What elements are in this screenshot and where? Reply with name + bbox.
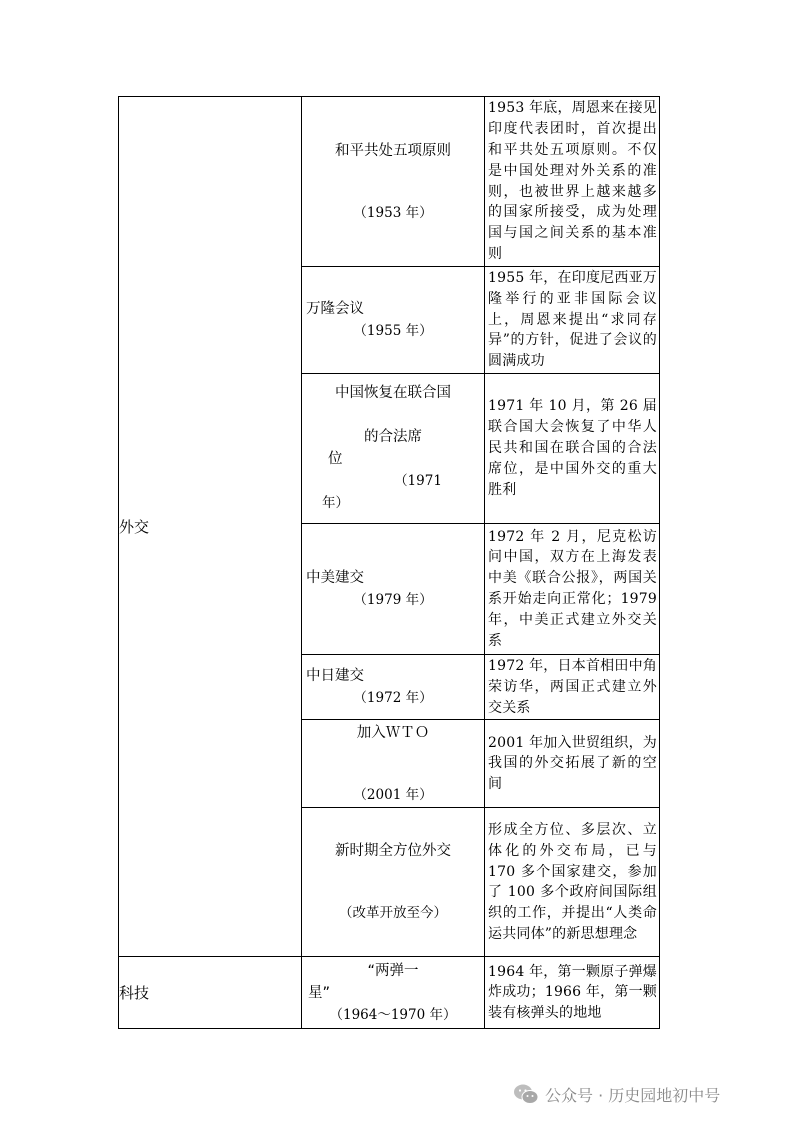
description-cell: 1964 年，第一颗原子弹爆炸成功；1966 年，第一颗装有核弹头的地地: [485, 957, 660, 1029]
event-cell: [302, 97, 485, 267]
event-year: （2001 年）: [353, 786, 433, 803]
category-cell: 科技: [119, 957, 302, 1029]
wechat-icon: [513, 1083, 539, 1105]
event-year: （1953 年）: [353, 204, 433, 221]
event-year: （1955 年）: [353, 322, 433, 339]
event-title: 中日建交: [306, 668, 364, 685]
description-cell: 1971 年 10 月，第 26 届联合国大会恢复了中华人民共和国在联合国的合法席位，是中国外交的重大胜利: [485, 373, 660, 523]
description-cell: 1972 年 2 月，尼克松访问中国，双方在上海发表中美《联合公报》，两国关系开始走向正常化；1979 年，中美正式建立外交关系: [485, 523, 660, 654]
description-cell: 形成全方位、多层次、立体化的外交布局，已与 170 多个国家建交，参加了 100 多个政府间国际组织的工作，并提出“人类命运共同体”的新思想理念: [485, 808, 660, 957]
event-cell: [302, 957, 485, 1029]
event-title: 中美建交: [306, 569, 364, 586]
event-title: 新时期全方位外交: [335, 843, 451, 860]
event-cell: [302, 654, 485, 719]
table-row: [119, 97, 660, 267]
event-cell: [302, 523, 485, 654]
description-cell: 1972 年，日本首相田中角荣访华，两国正式建立外交关系: [485, 654, 660, 719]
event-title-line1: “两弹一: [367, 962, 419, 979]
event-cell: [302, 808, 485, 957]
event-year: （1964～1970 年）: [329, 1006, 457, 1023]
event-title-line2: 的合法席: [364, 429, 422, 446]
event-title-line1: 中国恢复在联合国: [335, 385, 451, 402]
event-title-line2: 星”: [308, 984, 331, 1001]
watermark: [513, 1081, 720, 1107]
event-title: 加入ＷＴＯ: [356, 724, 430, 741]
description-cell: 2001 年加入世贸组织，为我国的外交拓展了新的空间: [485, 720, 660, 808]
event-title-line3: 位: [328, 451, 343, 468]
table-row: [119, 957, 660, 1029]
event-year-line2: 年）: [322, 495, 349, 512]
event-cell: [302, 267, 485, 374]
history-table: [118, 96, 660, 1029]
category-cell: 外交: [119, 97, 302, 957]
event-year: （1979 年）: [353, 591, 433, 608]
watermark-text: 公众号 · 历史园地初中号: [545, 1085, 721, 1105]
event-year-line1: （1971: [394, 473, 442, 490]
event-cell: [302, 720, 485, 808]
event-title: 万隆会议: [306, 300, 364, 317]
event-cell: [302, 373, 485, 523]
description-cell: 1953 年底，周恩来在接见印度代表团时，首次提出和平共处五项原则。不仅是中国处理对外关系的准则，也被世界上越来越多的国家所接受，成为处理国与国之间关系的基本准则: [485, 97, 660, 267]
description-cell: 1955 年，在印度尼西亚万隆举行的亚非国际会议上，周恩来提出“求同存异”的方针，促进了会议的圆满成功: [485, 267, 660, 374]
event-title: 和平共处五项原则: [335, 142, 451, 159]
event-year: （改革开放至今）: [339, 905, 447, 922]
event-year: （1972 年）: [353, 690, 433, 707]
